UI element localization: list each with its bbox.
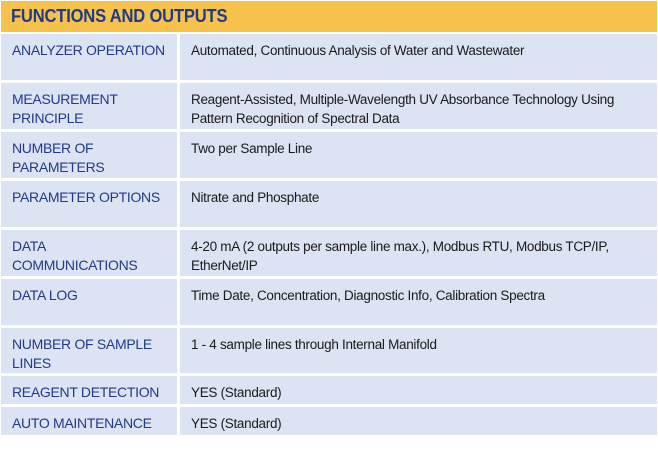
- row-value: YES (Standard): [191, 416, 282, 431]
- section-header: [1, 1, 657, 32]
- row-value: 1 - 4 sample lines through Internal Manifold: [191, 337, 437, 352]
- row-value: Nitrate and Phosphate: [191, 190, 320, 205]
- row-value: Time Date, Concentration, Diagnostic Info, Calibration Spectra: [191, 288, 545, 303]
- row-value: YES (Standard): [191, 385, 282, 400]
- table-row: [1, 376, 657, 404]
- table-row: [1, 132, 657, 178]
- table-row: [1, 34, 657, 80]
- row-label: NUMBER OF PARAMETERS: [12, 140, 105, 175]
- row-label: DATA LOG: [12, 287, 78, 303]
- table-row: [1, 328, 657, 373]
- table-row: [1, 279, 657, 325]
- row-label: ANALYZER OPERATION: [12, 42, 165, 58]
- row-label: NUMBER OF SAMPLE LINES: [12, 336, 152, 371]
- row-label: PARAMETER OPTIONS: [12, 189, 160, 205]
- table-row: [1, 407, 657, 435]
- spec-sheet: [1, 1, 657, 451]
- row-value: Two per Sample Line: [191, 141, 313, 156]
- row-label: MEASUREMENT PRINCIPLE: [12, 91, 118, 126]
- table-row: [1, 83, 657, 129]
- row-label: DATA COMMUNICATIONS: [12, 238, 138, 273]
- row-value: 4-20 mA (2 outputs per sample line max.), Modbus RTU, Modbus TCP/IP, EtherNet/IP: [191, 239, 609, 273]
- section-title: FUNCTIONS AND OUTPUTS: [11, 6, 228, 26]
- table-row: [1, 230, 657, 276]
- spec-table: [1, 34, 657, 435]
- row-value: Automated, Continuous Analysis of Water and Wastewater: [191, 43, 525, 58]
- row-label: AUTO MAINTENANCE: [12, 415, 152, 431]
- row-value: Reagent-Assisted, Multiple-Wavelength UV Absorbance Technology Using Pattern Recognition of Spectral Data: [191, 92, 615, 126]
- table-row: [1, 181, 657, 227]
- row-label: REAGENT DETECTION: [12, 384, 160, 400]
